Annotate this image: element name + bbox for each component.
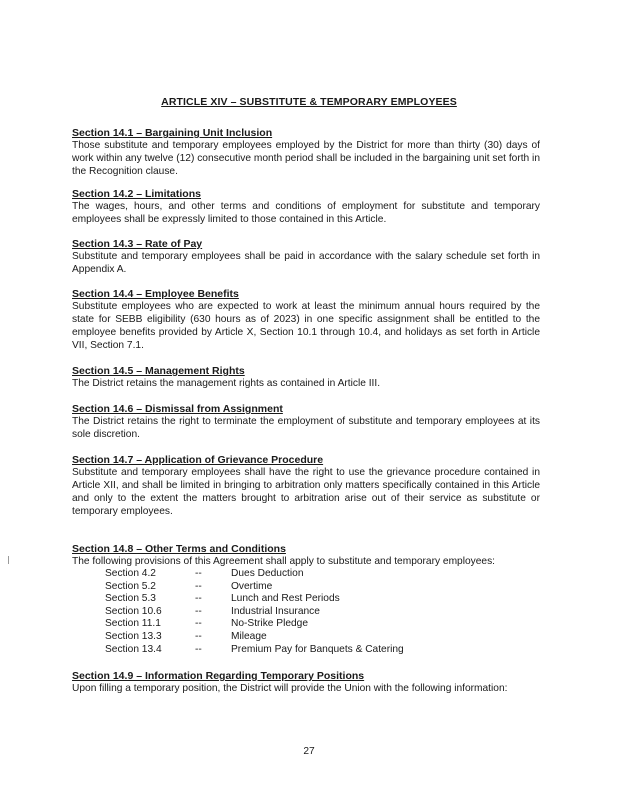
provision-dash: -- (195, 568, 202, 579)
section-body: The District retains the management rights as contained in Article III. (72, 378, 381, 389)
provisions-list (105, 568, 451, 656)
section-body: The wages, hours, and other terms and conditions of employment for substitute and temporary employees shall be expressly limited to those contained in this Article. (72, 201, 540, 225)
provision-row (105, 581, 451, 594)
section-heading: Section 14.5 – Management Rights (72, 365, 245, 377)
section-heading: Section 14.4 – Employee Benefits (72, 288, 239, 300)
section-14-5 (72, 365, 540, 391)
provision-row (105, 644, 451, 657)
provision-dash: -- (195, 580, 202, 592)
provision-dash: -- (195, 630, 202, 642)
section-heading: Section 14.9 – Information Regarding Temporary Positions (72, 670, 365, 682)
provision-section: Section 11.1 (105, 618, 161, 630)
section-heading: Section 14.6 – Dismissal from Assignment (72, 403, 283, 415)
section-14-8 (72, 543, 540, 569)
provision-section: Section 4.2 (105, 568, 156, 579)
section-body: Those substitute and temporary employees employed by the District for more than thirty (30) days of work within any twelve (12) consecutive month period shall be included in the bargaining unit set forth in the Recognition clause. (72, 140, 540, 177)
article-title: ARTICLE XIV – SUBSTITUTE & TEMPORARY EMPLOYEES (161, 96, 457, 108)
section-14-6 (72, 403, 540, 442)
provision-description: Premium Pay for Banquets & Catering (231, 643, 404, 655)
section-14-7 (72, 454, 540, 519)
section-heading: Section 14.8 – Other Terms and Conditions (72, 543, 286, 555)
provision-description: Lunch and Rest Periods (231, 593, 340, 605)
section-heading: Section 14.7 – Application of Grievance Procedure (72, 454, 324, 466)
provision-description: Overtime (231, 580, 273, 592)
provision-row (105, 593, 451, 606)
section-body: Substitute and temporary employees shall have the right to use the grievance procedure contained in Article XII, and shall be limited in bringing to arbitration only matters specifically contained in this Article and only to the extent the matters brought to arbitration arise out of their service as substitute or temporary employees. (72, 467, 540, 517)
provision-description: No-Strike Pledge (231, 618, 309, 630)
section-body: Substitute employees who are expected to work at least the minimum annual hours required by the state for SEBB eligibility (630 hours as of 2023) in one specific assignment shall be entitled to the employee benefits provided by Article X, Section 10.1 through 10.4, and holidays as set forth in Article VII, Section 7.1. (72, 301, 540, 351)
section-body: The District retains the right to terminate the employment of substitute and temporary employees at its sole discretion. (72, 416, 540, 440)
section-heading: Section 14.2 – Limitations (72, 188, 201, 200)
provision-section: Section 10.6 (105, 605, 162, 617)
section-14-2 (72, 188, 540, 227)
provision-section: Section 5.2 (105, 580, 156, 592)
section-14-9 (72, 670, 540, 696)
provision-section: Section 13.3 (105, 630, 162, 642)
section-14-4 (72, 288, 540, 353)
provision-row (105, 568, 451, 581)
section-body: Substitute and temporary employees shall be paid in accordance with the salary schedule set forth in Appendix A. (72, 251, 540, 275)
provision-row (105, 606, 451, 619)
provision-description: Industrial Insurance (231, 605, 320, 617)
provision-description: Mileage (231, 630, 267, 642)
section-14-1 (72, 127, 540, 179)
section-heading: Section 14.3 – Rate of Pay (72, 238, 203, 250)
provision-dash: -- (195, 593, 202, 605)
margin-mark (8, 556, 9, 564)
page-number: 27 (303, 746, 315, 757)
provision-row (105, 618, 451, 631)
provision-row (105, 631, 451, 644)
section-heading: Section 14.1 – Bargaining Unit Inclusion (72, 127, 273, 139)
provision-section: Section 13.4 (105, 643, 162, 655)
section-body: The following provisions of this Agreement shall apply to substitute and temporary employees: (72, 556, 496, 567)
provision-dash: -- (195, 605, 202, 617)
provision-section: Section 5.3 (105, 593, 156, 605)
provision-description: Dues Deduction (231, 568, 304, 579)
section-body: Upon filling a temporary position, the District will provide the Union with the following information: (72, 683, 508, 694)
section-14-3 (72, 238, 540, 277)
provision-dash: -- (195, 643, 202, 655)
provision-dash: -- (195, 618, 202, 630)
